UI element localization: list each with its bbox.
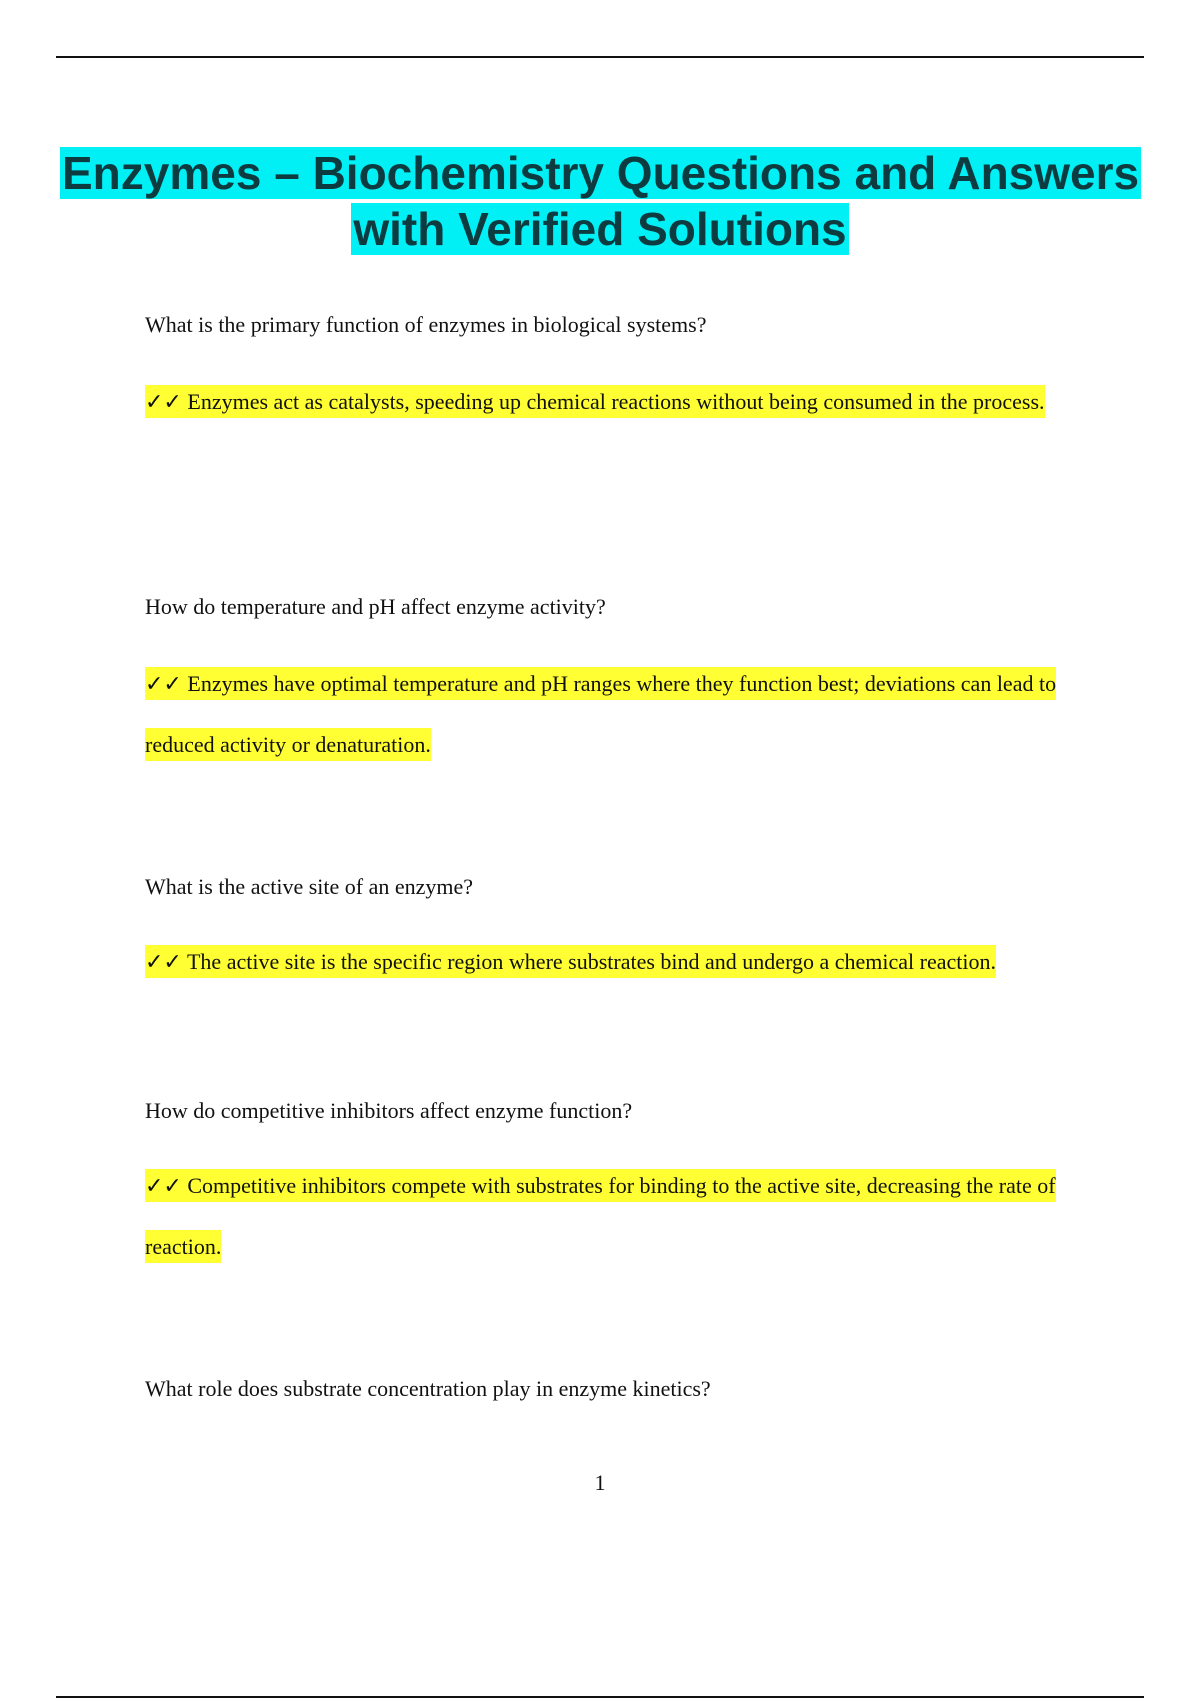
page-number: 1 bbox=[594, 1470, 606, 1495]
answer-2-text: Enzymes have optimal temperature and pH ranges where they function best; deviations can lead to reduced activity or denaturation. bbox=[145, 671, 1057, 757]
answer-3-highlight bbox=[145, 945, 996, 978]
answer-3-text: The active site is the specific region where substrates bind and undergo a chemical reaction. bbox=[186, 949, 996, 974]
question-3: What is the active site of an enzyme? bbox=[145, 874, 474, 899]
answer-4-highlight bbox=[145, 1169, 1056, 1263]
answer-1-highlight bbox=[145, 385, 1045, 418]
question-2: How do temperature and pH affect enzyme activity? bbox=[145, 594, 606, 619]
answer-1-text: Enzymes act as catalysts, speeding up chemical reactions without being consumed in the process. bbox=[187, 389, 1045, 414]
footer-rule bbox=[56, 1696, 1144, 1698]
check-mark-icon: ✓✓ bbox=[145, 1174, 182, 1199]
check-mark-icon: ✓✓ bbox=[145, 950, 182, 975]
check-mark-icon: ✓✓ bbox=[145, 390, 182, 415]
document-title bbox=[60, 145, 1140, 257]
header-rule bbox=[56, 56, 1144, 58]
answer-2-highlight bbox=[145, 667, 1056, 761]
answer-1 bbox=[145, 372, 1085, 433]
question-4: How do competitive inhibitors affect enzyme function? bbox=[145, 1098, 633, 1123]
answer-4-text: Competitive inhibitors compete with substrates for binding to the active site, decreasing the rate of reaction. bbox=[145, 1173, 1056, 1259]
question-5: What role does substrate concentration play in enzyme kinetics? bbox=[145, 1376, 711, 1401]
document-title-text: Enzymes – Biochemistry Questions and Answers with Verified Solutions bbox=[62, 147, 1140, 255]
answer-2 bbox=[145, 654, 1085, 775]
check-mark-icon: ✓✓ bbox=[145, 672, 182, 697]
answer-3 bbox=[145, 932, 1085, 993]
question-1: What is the primary function of enzymes in biological systems? bbox=[145, 312, 707, 337]
answer-4 bbox=[145, 1156, 1085, 1277]
